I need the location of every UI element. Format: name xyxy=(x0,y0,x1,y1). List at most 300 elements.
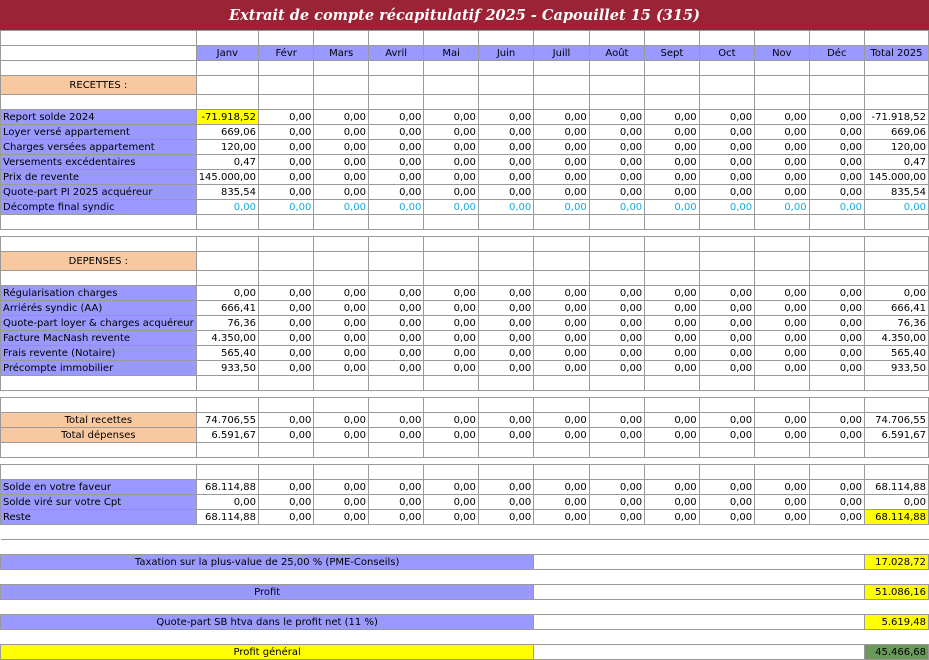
cell-month[interactable]: 0,00 xyxy=(424,331,478,346)
spacer[interactable] xyxy=(1,600,929,615)
cell-month[interactable]: 0,00 xyxy=(534,346,589,361)
empty-cell[interactable] xyxy=(478,237,533,252)
cell-month[interactable]: 0,00 xyxy=(258,331,313,346)
empty-cell[interactable] xyxy=(258,376,313,391)
cell-month[interactable]: 0,00 xyxy=(809,510,864,525)
empty-cell[interactable] xyxy=(589,61,644,76)
cell-month[interactable]: 0,00 xyxy=(368,510,423,525)
cell-month[interactable]: 0,00 xyxy=(424,480,478,495)
month-header[interactable]: Févr xyxy=(258,46,313,61)
cell-month[interactable]: 0,00 xyxy=(755,140,809,155)
header-corner[interactable] xyxy=(1,46,197,61)
empty-cell[interactable] xyxy=(368,31,423,46)
cell-janv[interactable]: 68.114,88 xyxy=(196,480,258,495)
empty-cell[interactable] xyxy=(478,398,533,413)
cell-month[interactable]: 0,00 xyxy=(699,331,754,346)
empty-cell[interactable] xyxy=(645,271,700,286)
row-label[interactable]: Décompte final syndic xyxy=(1,200,197,215)
empty-cell[interactable] xyxy=(196,215,258,230)
empty-cell[interactable] xyxy=(424,237,478,252)
empty-cell[interactable] xyxy=(314,95,369,110)
empty-cell[interactable] xyxy=(865,215,929,230)
summary-spacer[interactable] xyxy=(534,555,865,570)
row-label[interactable]: Total dépenses xyxy=(1,428,197,443)
cell-month[interactable]: 0,00 xyxy=(755,331,809,346)
summary-label[interactable]: Profit général xyxy=(1,645,534,660)
empty-cell[interactable] xyxy=(478,61,533,76)
row-label[interactable]: Charges versées appartement xyxy=(1,140,197,155)
empty-cell[interactable] xyxy=(865,252,929,271)
empty-cell[interactable] xyxy=(196,376,258,391)
cell-month[interactable]: 0,00 xyxy=(755,428,809,443)
cell-janv[interactable]: 76,36 xyxy=(196,316,258,331)
empty-cell[interactable] xyxy=(314,76,369,95)
empty-cell[interactable] xyxy=(424,76,478,95)
row-label[interactable]: Reste xyxy=(1,510,197,525)
cell-month[interactable]: 0,00 xyxy=(699,286,754,301)
cell-month[interactable]: 0,00 xyxy=(314,125,369,140)
cell-month[interactable]: 0,00 xyxy=(534,480,589,495)
cell-month[interactable]: 0,00 xyxy=(645,480,700,495)
cell-month[interactable]: 0,00 xyxy=(755,510,809,525)
cell-janv[interactable]: 0,00 xyxy=(196,200,258,215)
cell-month[interactable]: 0,00 xyxy=(534,316,589,331)
row-label[interactable]: Loyer versé appartement xyxy=(1,125,197,140)
empty-cell[interactable] xyxy=(645,76,700,95)
cell-month[interactable]: 0,00 xyxy=(809,361,864,376)
empty-cell[interactable] xyxy=(645,376,700,391)
cell-month[interactable]: 0,00 xyxy=(424,286,478,301)
cell-month[interactable]: 0,00 xyxy=(589,495,644,510)
month-header[interactable]: Janv xyxy=(196,46,258,61)
empty-cell[interactable] xyxy=(699,465,754,480)
cell-month[interactable]: 0,00 xyxy=(314,155,369,170)
cell-month[interactable]: 0,00 xyxy=(258,170,313,185)
cell-month[interactable]: 0,00 xyxy=(809,316,864,331)
cell-janv[interactable]: 120,00 xyxy=(196,140,258,155)
row-label[interactable]: Facture MacNash revente xyxy=(1,331,197,346)
row-label[interactable]: Quote-part loyer & charges acquéreur xyxy=(1,316,197,331)
cell-month[interactable]: 0,00 xyxy=(645,428,700,443)
empty-cell[interactable] xyxy=(314,237,369,252)
cell-total[interactable]: 68.114,88 xyxy=(865,510,929,525)
month-header[interactable]: Avril xyxy=(368,46,423,61)
empty-cell[interactable] xyxy=(424,215,478,230)
cell-month[interactable]: 0,00 xyxy=(755,110,809,125)
row-label[interactable]: Report solde 2024 xyxy=(1,110,197,125)
empty-cell[interactable] xyxy=(755,237,809,252)
cell-month[interactable]: 0,00 xyxy=(424,185,478,200)
cell-month[interactable]: 0,00 xyxy=(589,110,644,125)
cell-total[interactable]: 933,50 xyxy=(865,361,929,376)
cell-total[interactable]: 0,47 xyxy=(865,155,929,170)
cell-month[interactable]: 0,00 xyxy=(368,413,423,428)
row-label[interactable]: Solde en votre faveur xyxy=(1,480,197,495)
month-header[interactable]: Nov xyxy=(755,46,809,61)
empty-cell[interactable] xyxy=(478,465,533,480)
cell-janv[interactable]: 6.591,67 xyxy=(196,428,258,443)
empty-cell[interactable] xyxy=(196,398,258,413)
empty-cell[interactable] xyxy=(589,95,644,110)
empty-cell[interactable] xyxy=(589,398,644,413)
cell-month[interactable]: 0,00 xyxy=(258,185,313,200)
cell-month[interactable]: 0,00 xyxy=(645,331,700,346)
cell-month[interactable]: 0,00 xyxy=(755,413,809,428)
cell-month[interactable]: 0,00 xyxy=(809,140,864,155)
cell-total[interactable]: 74.706,55 xyxy=(865,413,929,428)
cell-month[interactable]: 0,00 xyxy=(645,200,700,215)
cell-total[interactable]: 565,40 xyxy=(865,346,929,361)
cell-month[interactable]: 0,00 xyxy=(424,140,478,155)
cell-month[interactable]: 0,00 xyxy=(534,110,589,125)
cell-month[interactable]: 0,00 xyxy=(809,200,864,215)
empty-cell[interactable] xyxy=(314,271,369,286)
empty-cell[interactable] xyxy=(534,237,589,252)
cell-month[interactable]: 0,00 xyxy=(645,125,700,140)
cell-month[interactable]: 0,00 xyxy=(699,428,754,443)
cell-month[interactable]: 0,00 xyxy=(755,301,809,316)
cell-total[interactable]: 76,36 xyxy=(865,316,929,331)
cell-month[interactable]: 0,00 xyxy=(534,286,589,301)
spacer[interactable] xyxy=(1,525,929,540)
cell-month[interactable]: 0,00 xyxy=(534,361,589,376)
cell-janv[interactable]: 0,00 xyxy=(196,495,258,510)
cell-janv[interactable]: 933,50 xyxy=(196,361,258,376)
empty-cell[interactable] xyxy=(258,95,313,110)
cell-month[interactable]: 0,00 xyxy=(809,301,864,316)
empty-cell[interactable] xyxy=(809,252,864,271)
empty-cell[interactable] xyxy=(645,95,700,110)
empty-cell[interactable] xyxy=(865,376,929,391)
empty-cell[interactable] xyxy=(368,271,423,286)
empty-cell[interactable] xyxy=(1,237,197,252)
cell-month[interactable]: 0,00 xyxy=(809,110,864,125)
empty-cell[interactable] xyxy=(645,31,700,46)
empty-cell[interactable] xyxy=(258,465,313,480)
empty-cell[interactable] xyxy=(314,443,369,458)
cell-month[interactable]: 0,00 xyxy=(755,361,809,376)
empty-cell[interactable] xyxy=(1,443,197,458)
section-header[interactable]: DEPENSES : xyxy=(1,252,197,271)
cell-month[interactable]: 0,00 xyxy=(424,200,478,215)
empty-cell[interactable] xyxy=(865,76,929,95)
cell-month[interactable]: 0,00 xyxy=(589,331,644,346)
cell-month[interactable]: 0,00 xyxy=(699,480,754,495)
cell-month[interactable]: 0,00 xyxy=(755,286,809,301)
cell-total[interactable]: 6.591,67 xyxy=(865,428,929,443)
empty-cell[interactable] xyxy=(534,31,589,46)
cell-month[interactable]: 0,00 xyxy=(478,316,533,331)
summary-label[interactable]: Quote-part SB htva dans le profit net (11 %) xyxy=(1,615,534,630)
cell-month[interactable]: 0,00 xyxy=(314,170,369,185)
cell-month[interactable]: 0,00 xyxy=(258,346,313,361)
cell-month[interactable]: 0,00 xyxy=(534,140,589,155)
cell-month[interactable]: 0,00 xyxy=(258,510,313,525)
cell-month[interactable]: 0,00 xyxy=(755,495,809,510)
cell-total[interactable]: 835,54 xyxy=(865,185,929,200)
empty-cell[interactable] xyxy=(589,252,644,271)
row-label[interactable]: Prix de revente xyxy=(1,170,197,185)
section-header[interactable]: RECETTES : xyxy=(1,76,197,95)
cell-month[interactable]: 0,00 xyxy=(589,301,644,316)
empty-cell[interactable] xyxy=(699,215,754,230)
empty-cell[interactable] xyxy=(196,443,258,458)
empty-cell[interactable] xyxy=(368,76,423,95)
empty-cell[interactable] xyxy=(368,237,423,252)
cell-month[interactable]: 0,00 xyxy=(478,510,533,525)
cell-total[interactable]: 669,06 xyxy=(865,125,929,140)
cell-month[interactable]: 0,00 xyxy=(314,346,369,361)
empty-cell[interactable] xyxy=(589,376,644,391)
cell-month[interactable]: 0,00 xyxy=(589,200,644,215)
empty-cell[interactable] xyxy=(368,465,423,480)
spacer[interactable] xyxy=(1,630,929,645)
cell-month[interactable]: 0,00 xyxy=(368,316,423,331)
cell-month[interactable]: 0,00 xyxy=(258,155,313,170)
cell-month[interactable]: 0,00 xyxy=(699,301,754,316)
cell-month[interactable]: 0,00 xyxy=(809,185,864,200)
empty-cell[interactable] xyxy=(258,237,313,252)
cell-month[interactable]: 0,00 xyxy=(478,346,533,361)
cell-month[interactable]: 0,00 xyxy=(478,331,533,346)
cell-month[interactable]: 0,00 xyxy=(258,301,313,316)
cell-month[interactable]: 0,00 xyxy=(478,200,533,215)
cell-month[interactable]: 0,00 xyxy=(534,413,589,428)
cell-month[interactable]: 0,00 xyxy=(258,200,313,215)
cell-month[interactable]: 0,00 xyxy=(534,185,589,200)
empty-cell[interactable] xyxy=(755,95,809,110)
cell-month[interactable]: 0,00 xyxy=(368,125,423,140)
empty-cell[interactable] xyxy=(699,398,754,413)
cell-month[interactable]: 0,00 xyxy=(368,170,423,185)
empty-cell[interactable] xyxy=(809,376,864,391)
empty-cell[interactable] xyxy=(478,95,533,110)
cell-month[interactable]: 0,00 xyxy=(809,286,864,301)
cell-month[interactable]: 0,00 xyxy=(478,413,533,428)
summary-value[interactable]: 5.619,48 xyxy=(865,615,929,630)
summary-value[interactable]: 45.466,68 xyxy=(865,645,929,660)
row-label[interactable]: Précompte immobilier xyxy=(1,361,197,376)
cell-month[interactable]: 0,00 xyxy=(424,495,478,510)
cell-month[interactable]: 0,00 xyxy=(534,155,589,170)
cell-month[interactable]: 0,00 xyxy=(645,185,700,200)
empty-cell[interactable] xyxy=(1,215,197,230)
empty-cell[interactable] xyxy=(755,376,809,391)
cell-month[interactable]: 0,00 xyxy=(589,155,644,170)
cell-month[interactable]: 0,00 xyxy=(368,200,423,215)
empty-cell[interactable] xyxy=(314,465,369,480)
cell-total[interactable]: 0,00 xyxy=(865,495,929,510)
empty-cell[interactable] xyxy=(478,376,533,391)
cell-month[interactable]: 0,00 xyxy=(424,361,478,376)
empty-cell[interactable] xyxy=(589,237,644,252)
cell-month[interactable]: 0,00 xyxy=(424,301,478,316)
empty-cell[interactable] xyxy=(1,398,197,413)
empty-cell[interactable] xyxy=(755,443,809,458)
empty-cell[interactable] xyxy=(196,76,258,95)
empty-cell[interactable] xyxy=(196,237,258,252)
empty-cell[interactable] xyxy=(196,252,258,271)
cell-month[interactable]: 0,00 xyxy=(368,480,423,495)
empty-cell[interactable] xyxy=(424,376,478,391)
empty-cell[interactable] xyxy=(699,61,754,76)
cell-month[interactable]: 0,00 xyxy=(809,480,864,495)
cell-month[interactable]: 0,00 xyxy=(809,155,864,170)
empty-cell[interactable] xyxy=(865,271,929,286)
row-label[interactable]: Solde viré sur votre Cpt xyxy=(1,495,197,510)
empty-cell[interactable] xyxy=(809,61,864,76)
empty-cell[interactable] xyxy=(368,252,423,271)
cell-month[interactable]: 0,00 xyxy=(368,140,423,155)
empty-cell[interactable] xyxy=(865,398,929,413)
empty-cell[interactable] xyxy=(314,252,369,271)
cell-month[interactable]: 0,00 xyxy=(534,495,589,510)
empty-cell[interactable] xyxy=(1,31,197,46)
cell-janv[interactable]: 0,47 xyxy=(196,155,258,170)
empty-cell[interactable] xyxy=(755,271,809,286)
cell-month[interactable]: 0,00 xyxy=(699,346,754,361)
empty-cell[interactable] xyxy=(809,95,864,110)
cell-month[interactable]: 0,00 xyxy=(699,155,754,170)
cell-month[interactable]: 0,00 xyxy=(645,155,700,170)
row-label[interactable]: Total recettes xyxy=(1,413,197,428)
cell-month[interactable]: 0,00 xyxy=(699,140,754,155)
cell-month[interactable]: 0,00 xyxy=(424,413,478,428)
empty-cell[interactable] xyxy=(368,215,423,230)
cell-month[interactable]: 0,00 xyxy=(534,125,589,140)
cell-month[interactable]: 0,00 xyxy=(368,346,423,361)
empty-cell[interactable] xyxy=(424,61,478,76)
cell-month[interactable]: 0,00 xyxy=(368,428,423,443)
cell-month[interactable]: 0,00 xyxy=(478,428,533,443)
empty-cell[interactable] xyxy=(755,398,809,413)
cell-total[interactable]: 666,41 xyxy=(865,301,929,316)
cell-month[interactable]: 0,00 xyxy=(478,361,533,376)
empty-cell[interactable] xyxy=(478,271,533,286)
month-header[interactable]: Mars xyxy=(314,46,369,61)
cell-month[interactable]: 0,00 xyxy=(645,346,700,361)
cell-month[interactable]: 0,00 xyxy=(699,125,754,140)
empty-cell[interactable] xyxy=(424,252,478,271)
empty-cell[interactable] xyxy=(699,237,754,252)
cell-month[interactable]: 0,00 xyxy=(478,286,533,301)
cell-month[interactable]: 0,00 xyxy=(809,170,864,185)
empty-cell[interactable] xyxy=(755,465,809,480)
empty-cell[interactable] xyxy=(424,443,478,458)
cell-month[interactable]: 0,00 xyxy=(478,110,533,125)
cell-month[interactable]: 0,00 xyxy=(755,200,809,215)
total-header[interactable]: Total 2025 xyxy=(865,46,929,61)
row-label[interactable]: Quote-part PI 2025 acquéreur xyxy=(1,185,197,200)
cell-month[interactable]: 0,00 xyxy=(478,480,533,495)
summary-spacer[interactable] xyxy=(534,615,865,630)
empty-cell[interactable] xyxy=(534,252,589,271)
summary-label[interactable]: Profit xyxy=(1,585,534,600)
row-label[interactable]: Versements excédentaires xyxy=(1,155,197,170)
row-label[interactable]: Régularisation charges xyxy=(1,286,197,301)
cell-month[interactable]: 0,00 xyxy=(645,301,700,316)
cell-month[interactable]: 0,00 xyxy=(809,428,864,443)
empty-cell[interactable] xyxy=(478,252,533,271)
cell-month[interactable]: 0,00 xyxy=(368,286,423,301)
cell-month[interactable]: 0,00 xyxy=(424,510,478,525)
empty-cell[interactable] xyxy=(755,61,809,76)
cell-month[interactable]: 0,00 xyxy=(534,301,589,316)
spacer[interactable] xyxy=(1,540,929,555)
empty-cell[interactable] xyxy=(755,76,809,95)
cell-month[interactable]: 0,00 xyxy=(534,200,589,215)
cell-month[interactable]: 0,00 xyxy=(699,110,754,125)
empty-cell[interactable] xyxy=(478,443,533,458)
cell-month[interactable]: 0,00 xyxy=(699,413,754,428)
cell-month[interactable]: 0,00 xyxy=(478,155,533,170)
cell-month[interactable]: 0,00 xyxy=(645,413,700,428)
empty-cell[interactable] xyxy=(865,31,929,46)
cell-month[interactable]: 0,00 xyxy=(368,361,423,376)
cell-month[interactable]: 0,00 xyxy=(258,428,313,443)
cell-month[interactable]: 0,00 xyxy=(809,495,864,510)
empty-cell[interactable] xyxy=(699,376,754,391)
cell-month[interactable]: 0,00 xyxy=(314,316,369,331)
empty-cell[interactable] xyxy=(645,252,700,271)
cell-month[interactable]: 0,00 xyxy=(755,170,809,185)
cell-month[interactable]: 0,00 xyxy=(534,428,589,443)
empty-cell[interactable] xyxy=(314,398,369,413)
cell-month[interactable]: 0,00 xyxy=(755,155,809,170)
empty-cell[interactable] xyxy=(645,443,700,458)
empty-cell[interactable] xyxy=(809,76,864,95)
cell-month[interactable]: 0,00 xyxy=(645,316,700,331)
cell-janv[interactable]: 666,41 xyxy=(196,301,258,316)
cell-month[interactable]: 0,00 xyxy=(258,125,313,140)
empty-cell[interactable] xyxy=(699,31,754,46)
cell-month[interactable]: 0,00 xyxy=(478,170,533,185)
empty-cell[interactable] xyxy=(534,95,589,110)
empty-cell[interactable] xyxy=(424,95,478,110)
cell-month[interactable]: 0,00 xyxy=(645,110,700,125)
cell-month[interactable]: 0,00 xyxy=(424,428,478,443)
cell-month[interactable]: 0,00 xyxy=(755,316,809,331)
empty-cell[interactable] xyxy=(645,398,700,413)
empty-cell[interactable] xyxy=(699,271,754,286)
cell-month[interactable]: 0,00 xyxy=(258,413,313,428)
cell-month[interactable]: 0,00 xyxy=(258,361,313,376)
summary-spacer[interactable] xyxy=(534,585,865,600)
cell-month[interactable]: 0,00 xyxy=(314,361,369,376)
cell-month[interactable]: 0,00 xyxy=(645,286,700,301)
cell-month[interactable]: 0,00 xyxy=(755,480,809,495)
cell-month[interactable]: 0,00 xyxy=(314,200,369,215)
cell-month[interactable]: 0,00 xyxy=(314,428,369,443)
cell-month[interactable]: 0,00 xyxy=(809,125,864,140)
cell-janv[interactable]: 669,06 xyxy=(196,125,258,140)
cell-total[interactable]: 120,00 xyxy=(865,140,929,155)
empty-cell[interactable] xyxy=(645,215,700,230)
cell-month[interactable]: 0,00 xyxy=(424,125,478,140)
cell-month[interactable]: 0,00 xyxy=(589,140,644,155)
empty-cell[interactable] xyxy=(314,31,369,46)
empty-cell[interactable] xyxy=(424,398,478,413)
empty-cell[interactable] xyxy=(699,95,754,110)
cell-month[interactable]: 0,00 xyxy=(424,316,478,331)
cell-janv[interactable]: 68.114,88 xyxy=(196,510,258,525)
cell-month[interactable]: 0,00 xyxy=(314,480,369,495)
empty-cell[interactable] xyxy=(478,31,533,46)
empty-cell[interactable] xyxy=(258,31,313,46)
cell-month[interactable]: 0,00 xyxy=(589,428,644,443)
cell-month[interactable]: 0,00 xyxy=(534,170,589,185)
cell-month[interactable]: 0,00 xyxy=(645,495,700,510)
